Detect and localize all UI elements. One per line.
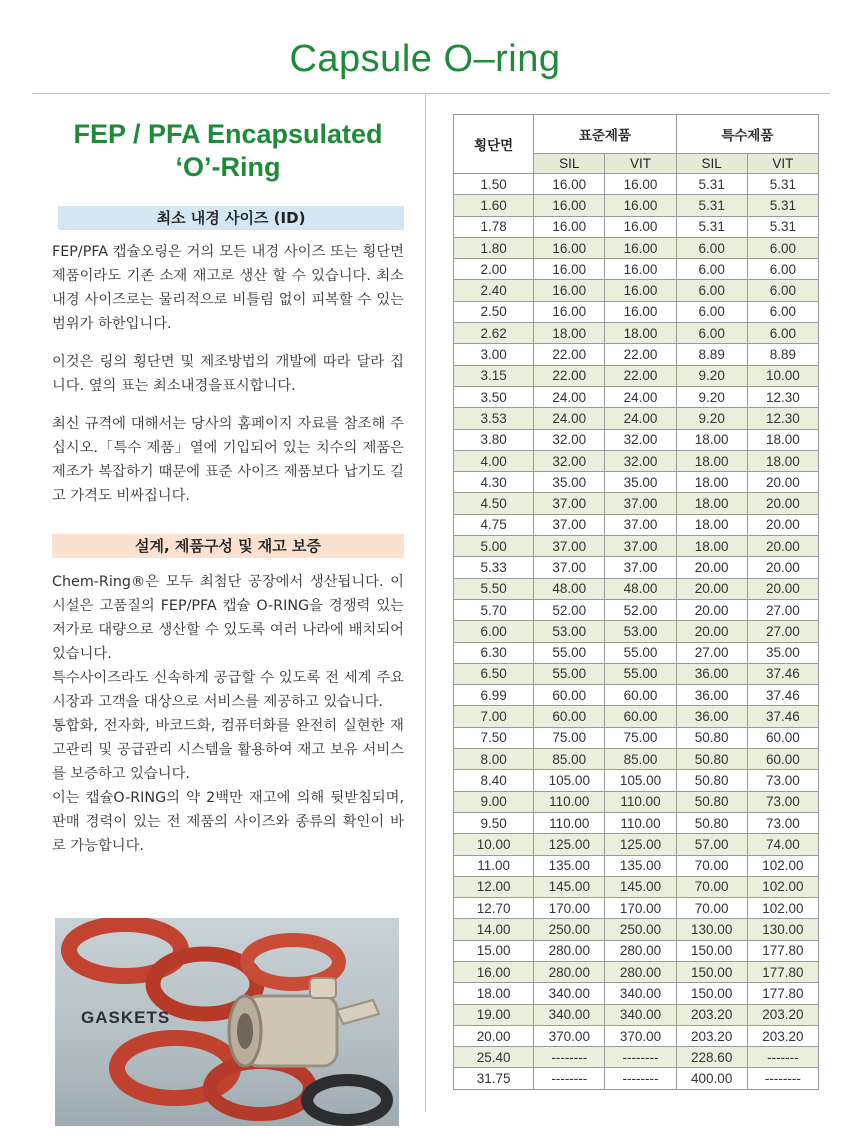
table-row [454,685,819,706]
table-cell: 75.00 [605,727,676,748]
table-cell: 85.00 [534,749,605,770]
table-cell: 2.62 [454,323,534,344]
table-row [454,791,819,812]
table-cell: 105.00 [534,770,605,791]
table-cell: 105.00 [605,770,676,791]
table-cell: 20.00 [747,472,818,493]
table-cell: 203.20 [676,1025,747,1046]
table-cell: 22.00 [605,365,676,386]
table-row [454,876,819,897]
table-cell: 228.60 [676,1047,747,1068]
table-row [454,450,819,471]
table-row [454,195,819,216]
table-cell: 6.00 [747,301,818,322]
table-cell: 55.00 [605,642,676,663]
table-cell: 9.20 [676,408,747,429]
table-row [454,237,819,258]
table-row [454,961,819,982]
table-cell: 10.00 [454,834,534,855]
table-cell: 27.00 [676,642,747,663]
table-cell: 37.46 [747,663,818,684]
table-cell: 18.00 [676,493,747,514]
table-cell: 170.00 [605,898,676,919]
table-cell: 16.00 [454,961,534,982]
table-cell: 15.00 [454,940,534,961]
table-cell: 16.00 [534,237,605,258]
table-cell: 135.00 [534,855,605,876]
min-id-paragraph-3: 최신 규격에 대해서는 당사의 홈페이지 자료를 참조해 주십시오.「특수 제품」열에 기입되어 있는 치수의 제품은 제조가 복잡하기 때문에 표준 사이즈 제품보다 납기도 길고 가격도 비싸집니다. [52,416,404,504]
table-cell: 18.00 [747,429,818,450]
table-cell: 73.00 [747,812,818,833]
table-row [454,429,819,450]
table-cell: 16.00 [534,216,605,237]
table-cell: 20.00 [747,536,818,557]
table-cell: 36.00 [676,685,747,706]
table-cell: 16.00 [534,301,605,322]
table-cell: 5.31 [676,195,747,216]
table-cell: 50.80 [676,770,747,791]
subheader-special-sil: SIL [676,154,747,174]
table-cell: 16.00 [534,195,605,216]
table-cell: 32.00 [534,429,605,450]
header-divider [32,93,830,94]
table-cell: 48.00 [605,578,676,599]
table-cell: 6.99 [454,685,534,706]
table-cell: 110.00 [534,791,605,812]
table-cell: 37.46 [747,706,818,727]
table-cell: 1.78 [454,216,534,237]
table-cell: 55.00 [605,663,676,684]
design-paragraph-1: Chem-Ring®은 모두 최첨단 공장에서 생산됩니다. 이 시설은 고품질의 FEP/PFA 캡슐 O-RING을 경쟁력 있는 저가로 대량으로 생산할 수 있도록 여러 나라에 배치되어 있습니다. [52,574,404,662]
table-cell: 125.00 [534,834,605,855]
table-cell: 340.00 [605,983,676,1004]
table-cell: 37.00 [605,514,676,535]
table-row [454,1004,819,1025]
table-cell: 16.00 [605,259,676,280]
table-cell: -------- [605,1068,676,1089]
table-cell: 4.00 [454,450,534,471]
table-cell: 53.00 [534,621,605,642]
table-cell: 50.80 [676,727,747,748]
table-cell: 20.00 [676,599,747,620]
table-cell: 5.31 [747,174,818,195]
table-cell: 3.50 [454,386,534,407]
table-cell: 22.00 [605,344,676,365]
table-cell: 6.50 [454,663,534,684]
table-row [454,472,819,493]
table-cell: 6.00 [676,301,747,322]
table-cell: 5.31 [747,216,818,237]
left-column [52,110,404,858]
table-row [454,855,819,876]
table-cell: 36.00 [676,706,747,727]
table-cell: 5.31 [747,195,818,216]
table-row [454,280,819,301]
table-cell: 24.00 [605,408,676,429]
table-cell: 37.00 [605,557,676,578]
table-cell: 6.30 [454,642,534,663]
table-cell: 6.00 [747,280,818,301]
table-cell: 9.20 [676,365,747,386]
table-cell: 370.00 [605,1025,676,1046]
header-standard: 표준제품 [534,115,676,154]
table-cell: 20.00 [676,621,747,642]
table-row [454,536,819,557]
table-cell: 4.30 [454,472,534,493]
heading-line-2: ‘O’-Ring [175,152,281,182]
table-cell: 37.00 [534,557,605,578]
table-cell: 203.20 [747,1025,818,1046]
table-cell: 20.00 [747,557,818,578]
table-cell: 60.00 [605,706,676,727]
min-id-section-title: 최소 내경 사이즈 (ID) [58,206,404,230]
table-cell: 8.40 [454,770,534,791]
table-cell: 1.80 [454,237,534,258]
table-cell: 340.00 [534,1004,605,1025]
table-cell: 74.00 [747,834,818,855]
table-cell: 50.80 [676,791,747,812]
table-cell: 11.00 [454,855,534,876]
table-cell: 16.00 [605,174,676,195]
heading-line-1: FEP / PFA Encapsulated [73,119,383,149]
table-row [454,259,819,280]
table-row [454,940,819,961]
table-row [454,727,819,748]
table-row [454,642,819,663]
table-row [454,1047,819,1068]
table-cell: 1.60 [454,195,534,216]
table-row [454,301,819,322]
table-cell: 35.00 [747,642,818,663]
table-cell: 20.00 [747,493,818,514]
table-cell: 52.00 [605,599,676,620]
table-cell: 6.00 [676,259,747,280]
gaskets-label: GASKETS [81,1008,171,1027]
table-cell: 340.00 [534,983,605,1004]
table-cell: 8.89 [747,344,818,365]
table-cell: -------- [747,1068,818,1089]
subheader-standard-sil: SIL [534,154,605,174]
table-cell: 10.00 [747,365,818,386]
table-cell: 9.20 [676,386,747,407]
table-row [454,749,819,770]
table-cell: 135.00 [605,855,676,876]
table-row [454,599,819,620]
table-cell: 20.00 [747,514,818,535]
header-cross-section: 횡단면 [454,115,534,174]
header-special: 특수제품 [676,115,818,154]
table-cell: 6.00 [454,621,534,642]
table-cell: 110.00 [605,791,676,812]
table-row [454,919,819,940]
table-cell: 24.00 [605,386,676,407]
table-cell: 5.31 [676,174,747,195]
table-cell: 22.00 [534,344,605,365]
table-row [454,323,819,344]
table-cell: 24.00 [534,386,605,407]
table-row [454,174,819,195]
table-cell: 18.00 [676,450,747,471]
table-cell: 60.00 [747,727,818,748]
table-cell: 37.00 [534,493,605,514]
table-cell: 8.89 [676,344,747,365]
table-cell: ------- [747,1047,818,1068]
table-cell: 20.00 [747,578,818,599]
table-cell: 24.00 [534,408,605,429]
table-cell: 125.00 [605,834,676,855]
table-row [454,216,819,237]
table-cell: 6.00 [676,323,747,344]
table-cell: 130.00 [676,919,747,940]
table-cell: 3.00 [454,344,534,365]
table-cell: 19.00 [454,1004,534,1025]
table-cell: 25.40 [454,1047,534,1068]
table-cell: 70.00 [676,876,747,897]
table-cell: 27.00 [747,599,818,620]
table-row [454,1025,819,1046]
subheader-special-vit: VIT [747,154,818,174]
table-cell: 27.00 [747,621,818,642]
table-cell: 37.00 [605,493,676,514]
table-cell: 6.00 [747,259,818,280]
table-cell: 75.00 [534,727,605,748]
table-cell: 36.00 [676,663,747,684]
table-body [454,174,819,1090]
table-cell: 203.20 [747,1004,818,1025]
subheader-standard-vit: VIT [605,154,676,174]
min-id-paragraph-1: FEP/PFA 캡슐오링은 거의 모든 내경 사이즈 또는 횡단면 제품이라도 기존 소재 재고로 생산 할 수 있습니다. 최소 내경 사이즈로는 물리적으로 비틀림 없이 피복할 수 있는 범위가 하한입니다. [52,244,404,332]
table-cell: 250.00 [534,919,605,940]
table-cell: 37.00 [534,514,605,535]
table-cell: 20.00 [454,1025,534,1046]
table-cell: 73.00 [747,770,818,791]
table-cell: 150.00 [676,983,747,1004]
table-cell: 16.00 [605,237,676,258]
table-cell: 7.00 [454,706,534,727]
table-cell: 60.00 [534,685,605,706]
table-cell: -------- [534,1068,605,1089]
table-cell: 32.00 [534,450,605,471]
table-cell: 1.50 [454,174,534,195]
table-cell: 22.00 [534,365,605,386]
table-cell: 203.20 [676,1004,747,1025]
table-cell: 70.00 [676,855,747,876]
table-row [454,706,819,727]
table-cell: 16.00 [605,216,676,237]
table-cell: 85.00 [605,749,676,770]
table-cell: 110.00 [534,812,605,833]
design-paragraph-3: 통합화, 전자화, 바코드화, 컴퓨터화를 완전히 실현한 재고관리 및 공급관리 시스템을 활용하여 재고 보유 서비스를 보증하고 있습니다. [52,718,404,782]
table-cell: 12.70 [454,898,534,919]
table-cell: 55.00 [534,642,605,663]
table-cell: 16.00 [534,174,605,195]
table-row [454,408,819,429]
table-cell: 145.00 [605,876,676,897]
table-cell: 9.00 [454,791,534,812]
table-cell: 102.00 [747,876,818,897]
table-cell: 3.15 [454,365,534,386]
table-cell: 102.00 [747,898,818,919]
table-cell: 7.50 [454,727,534,748]
table-cell: 55.00 [534,663,605,684]
table-cell: 48.00 [534,578,605,599]
table-cell: 20.00 [676,557,747,578]
table-cell: 2.00 [454,259,534,280]
table-row [454,812,819,833]
table-cell: -------- [605,1047,676,1068]
table-cell: 400.00 [676,1068,747,1089]
table-cell: 16.00 [534,280,605,301]
table-cell: 18.00 [676,536,747,557]
table-cell: 370.00 [534,1025,605,1046]
table-cell: 37.00 [534,536,605,557]
table-cell: 102.00 [747,855,818,876]
design-paragraph-4: 이는 캡슐O-RING의 약 2백만 재고에 의해 뒷받침되며, 판매 경력이 있는 전 제품의 사이즈와 종류의 확인이 바로 가능합니다. [52,790,404,854]
table-cell: 32.00 [605,450,676,471]
table-cell: 5.33 [454,557,534,578]
design-section-title: 설계, 제품구성 및 재고 보증 [52,534,404,558]
table-cell: 280.00 [534,961,605,982]
table-row [454,365,819,386]
min-id-table [453,114,819,1090]
table-cell: 37.46 [747,685,818,706]
table-row [454,1068,819,1089]
table-cell: 150.00 [676,940,747,961]
table-cell: 12.00 [454,876,534,897]
table-cell: 16.00 [605,301,676,322]
table-row [454,386,819,407]
table-cell: 35.00 [605,472,676,493]
table-cell: -------- [534,1047,605,1068]
table-cell: 3.80 [454,429,534,450]
table-cell: 18.00 [534,323,605,344]
table-row [454,493,819,514]
table-cell: 340.00 [605,1004,676,1025]
table-cell: 16.00 [534,259,605,280]
section-heading [52,118,404,184]
table-cell: 9.50 [454,812,534,833]
table-cell: 14.00 [454,919,534,940]
table-cell: 177.80 [747,940,818,961]
table-cell: 6.00 [747,237,818,258]
table-row [454,514,819,535]
table-cell: 18.00 [676,514,747,535]
table-cell: 8.00 [454,749,534,770]
table-cell: 12.30 [747,386,818,407]
table-cell: 6.00 [747,323,818,344]
table-cell: 18.00 [454,983,534,1004]
table-cell: 60.00 [747,749,818,770]
table-cell: 110.00 [605,812,676,833]
page-title: Capsule O–ring [289,38,561,80]
table-row [454,344,819,365]
table-cell: 18.00 [747,450,818,471]
table-cell: 5.50 [454,578,534,599]
table-cell: 16.00 [605,195,676,216]
table-cell: 70.00 [676,898,747,919]
table-cell: 60.00 [605,685,676,706]
table-cell: 53.00 [605,621,676,642]
table-cell: 5.00 [454,536,534,557]
table-cell: 4.75 [454,514,534,535]
table-row [454,770,819,791]
table-row [454,578,819,599]
table-cell: 177.80 [747,983,818,1004]
table-cell: 16.00 [605,280,676,301]
table-cell: 50.80 [676,749,747,770]
table-cell: 6.00 [676,280,747,301]
table-cell: 5.31 [676,216,747,237]
table-cell: 31.75 [454,1068,534,1089]
table-cell: 73.00 [747,791,818,812]
table-cell: 6.00 [676,237,747,258]
table-cell: 2.50 [454,301,534,322]
table-cell: 57.00 [676,834,747,855]
table-cell: 18.00 [676,429,747,450]
gaskets-photo [55,918,399,1126]
table-cell: 2.40 [454,280,534,301]
table-row [454,983,819,1004]
table-cell: 4.50 [454,493,534,514]
table-cell: 52.00 [534,599,605,620]
table-row [454,557,819,578]
table-row [454,898,819,919]
table-cell: 280.00 [605,961,676,982]
table-cell: 150.00 [676,961,747,982]
column-divider [425,94,426,1112]
table-cell: 35.00 [534,472,605,493]
table-row [454,663,819,684]
table-cell: 177.80 [747,961,818,982]
table-cell: 5.70 [454,599,534,620]
table-cell: 32.00 [605,429,676,450]
table-cell: 18.00 [605,323,676,344]
table-cell: 280.00 [605,940,676,961]
table-cell: 60.00 [534,706,605,727]
design-paragraph-2: 특수사이즈라도 신속하게 공급할 수 있도록 전 세계 주요 시장과 고객을 대상으로 서비스를 제공하고 있습니다. [52,670,404,710]
table-cell: 3.53 [454,408,534,429]
table-row [454,834,819,855]
table-cell: 20.00 [676,578,747,599]
table-cell: 145.00 [534,876,605,897]
table-cell: 50.80 [676,812,747,833]
table-cell: 250.00 [605,919,676,940]
min-id-paragraph-2: 이것은 링의 횡단면 및 제조방법의 개발에 따라 달라 집니다. 옆의 표는 최소내경을표시합니다. [52,354,404,394]
table-cell: 18.00 [676,472,747,493]
table-cell: 130.00 [747,919,818,940]
table-cell: 12.30 [747,408,818,429]
table-cell: 170.00 [534,898,605,919]
table-cell: 280.00 [534,940,605,961]
table-row [454,621,819,642]
table-cell: 37.00 [605,536,676,557]
